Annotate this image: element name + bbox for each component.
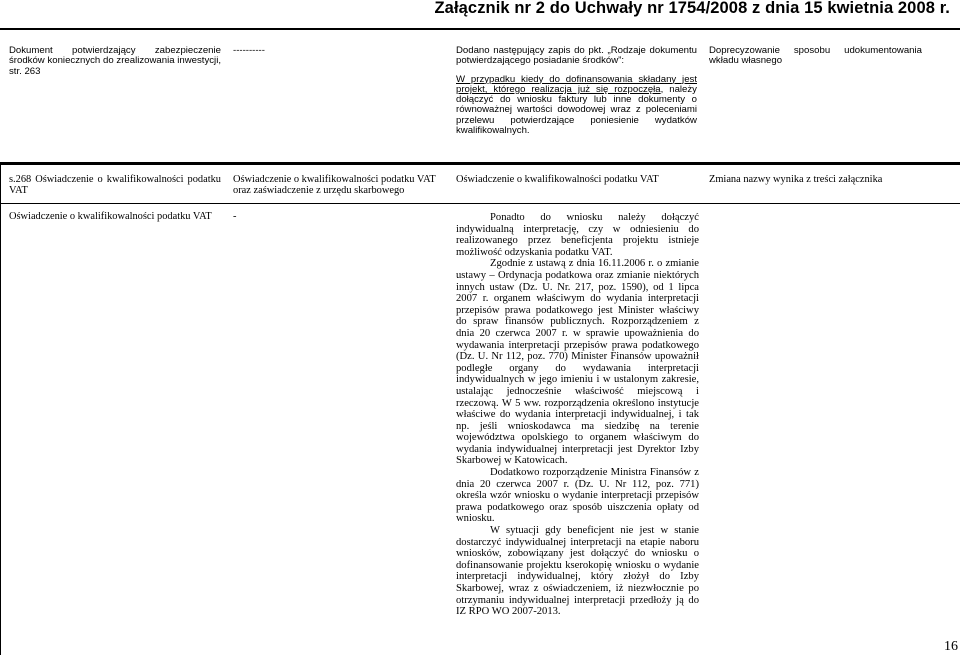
page-number: 16 xyxy=(944,639,958,654)
row1-justification: Doprecyzowanie sposobu udokumentowania wkładu własnego xyxy=(709,45,922,67)
row3-document-name: Oświadczenie o kwalifikowalności podatku VAT xyxy=(9,211,212,222)
row3-paragraph: W sytuacji gdy beneficjent nie jest w stanie dostarczyć indywidualnej interpretacji na etapie naboru wniosków, zobowiązany jest dołączyć do wniosku o dofinansowanie projektu kserokopię wniosku o wydanie interpretacji indywidualnej, który złożył do Izby Skarbowej, wraz z oświadczeniem, iż niezwłocznie po otrzymaniu indywidualnej interpretacji przedłoży ją do IZ RPO WO 2007-2013. xyxy=(456,525,699,618)
row2-new-text: Oświadczenie o kwalifikowalności podatku VAT xyxy=(456,174,659,185)
row2-document-name: s.268 Oświadczenie o kwalifikowalności podatku VAT xyxy=(9,174,221,196)
row2-previous-text: Oświadczenie o kwalifikowalności podatku VAT oraz zaświadczenie z urzędu skarbowego xyxy=(233,174,436,196)
row3-paragraph: Dodatkowo rozporządzenie Ministra Finansów z dnia 20 czerwca 2007 r. (Dz. U. Nr 112, poz. 771) określa wzór wniosku o wydanie interpretacji przepisów prawa podatkowego oraz sposób uiszczenia opłaty od wniosku. xyxy=(456,467,699,525)
row1-document-name: Dokument potwierdzający zabezpieczenie środków koniecznych do zrealizowania inwestycji, str. 263 xyxy=(9,45,221,77)
row-divider xyxy=(0,203,960,204)
row1-new-text-intro: Dodano następujący zapis do pkt. „Rodzaje dokumentu potwierdzającego posiadanie środków”: xyxy=(456,45,697,67)
row1-new-text-rest: , należy dołączyć do wniosku faktury lub inne dokumenty o równoważnej wartości dowodowej wraz z poleceniami przelewu potwierdzające poniesienie wydatków kwalifikowalnych. xyxy=(456,83,697,137)
row1-new-text xyxy=(456,46,697,136)
attachment-header: Załącznik nr 2 do Uchwały nr 1754/2008 z dnia 15 kwietnia 2008 r. xyxy=(434,0,950,17)
row2-justification: Zmiana nazwy wynika z treści załącznika xyxy=(709,174,883,185)
row1-previous-text: ---------- xyxy=(233,45,265,56)
row-divider xyxy=(0,162,960,165)
header-rule xyxy=(0,28,960,30)
row3-previous-text: - xyxy=(233,211,237,222)
row3-paragraph: Zgodnie z ustawą z dnia 16.11.2006 r. o zmianie ustawy – Ordynacja podatkowa oraz zmianie niektórych innych ustaw (Dz. U. Nr. 217, poz. 1590), od 1 lipca 2007 r. organem właściwym do wydania interpretacji przepisów prawa podatkowego jest Minister właściwy do spraw finansów publicznych. Rozporządzeniem z dnia 20 czerwca 2007 r. w sprawie upoważnienia do wydawania interpretacji przepisów prawa podatkowego (Dz. U. Nr 112, poz. 770) Minister Finansów upoważnił podległe organy do wydawania interpretacji indywidualnych w jego imieniu i w ustalonym zakresie, ustalając jednocześnie właściwość miejscową i rzeczową. W 5 ww. rozporządzenia określono instytucje właściwe do wydania interpretacji indywidualnej, i tak np. jeśli wnioskodawca ma siedzibę na terenie województwa opolskiego to organem właściwym do wydania indywidualnej interpretacji jest Dyrektor Izby Skarbowej w Katowicach. xyxy=(456,258,699,467)
row3-new-text xyxy=(456,212,699,618)
column-divider xyxy=(0,162,1,655)
row3-paragraph: Ponadto do wniosku należy dołączyć indywidualną interpretację, czy w odniesieniu do realizowanego przez beneficjenta projektu istnieje możliwość odzyskania podatku VAT. xyxy=(456,212,699,258)
row1-new-text-underlined: W przypadku kiedy do dofinansowania składany jest projekt, którego realizacja już się rozpoczęła xyxy=(456,73,697,95)
